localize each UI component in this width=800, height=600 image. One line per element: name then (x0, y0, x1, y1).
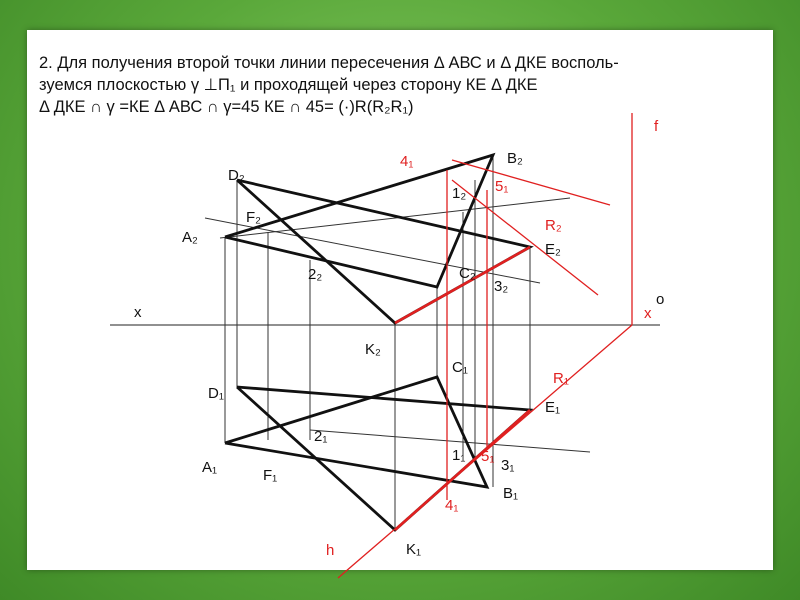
label-D2: D₂ (228, 167, 245, 184)
label-22: 2₂ (308, 266, 323, 283)
triangles-frontal (225, 155, 530, 323)
label-R1: R₁ (553, 370, 569, 387)
label-C1: C₁ (452, 359, 468, 376)
label-B1: B₁ (503, 485, 519, 502)
label-32: 3₂ (494, 278, 509, 295)
text-line-3: Δ ДКЕ ∩ γ =КЕ Δ АВС ∩ γ=45 КЕ ∩ 45= (·)R(R₂R₁) (39, 98, 414, 116)
label-F2: F₂ (246, 209, 261, 226)
label-41-bottom: 4₁ (445, 497, 459, 514)
label-31: 3₁ (501, 457, 515, 474)
label-D1: D₁ (208, 385, 224, 402)
label-21: 2₁ (314, 428, 328, 445)
label-B2: B₂ (507, 150, 523, 167)
label-x-left: x (134, 304, 142, 321)
label-C2: C₂ (459, 265, 476, 282)
label-51-bottom: 5₁ (481, 448, 495, 465)
label-A1: A₁ (202, 459, 218, 476)
red-construction (338, 113, 632, 578)
label-f: f (654, 118, 659, 135)
label-E2: E₂ (545, 241, 561, 258)
label-41-top: 4₁ (400, 153, 414, 170)
label-F1: F₁ (263, 467, 278, 484)
label-12: 1₂ (452, 185, 467, 202)
label-K2: K₂ (365, 341, 381, 358)
text-line-2: зуемся плоскостью γ ⊥П₁ и проходящей через сторону КЕ Δ ДКЕ (39, 76, 538, 94)
label-h: h (326, 542, 335, 559)
label-11: 1₁ (452, 447, 466, 464)
label-K1: K₁ (406, 541, 422, 558)
label-51-top: 5₁ (495, 178, 509, 195)
label-o: o (656, 291, 665, 308)
label-R2: R₂ (545, 217, 562, 234)
label-E1: E₁ (545, 399, 561, 416)
label-A2: A₂ (182, 229, 198, 246)
text-line-1: 2. Для получения второй точки линии пересечения Δ АВС и Δ ДКЕ восполь- (39, 54, 619, 72)
label-x-right: x (644, 305, 652, 322)
